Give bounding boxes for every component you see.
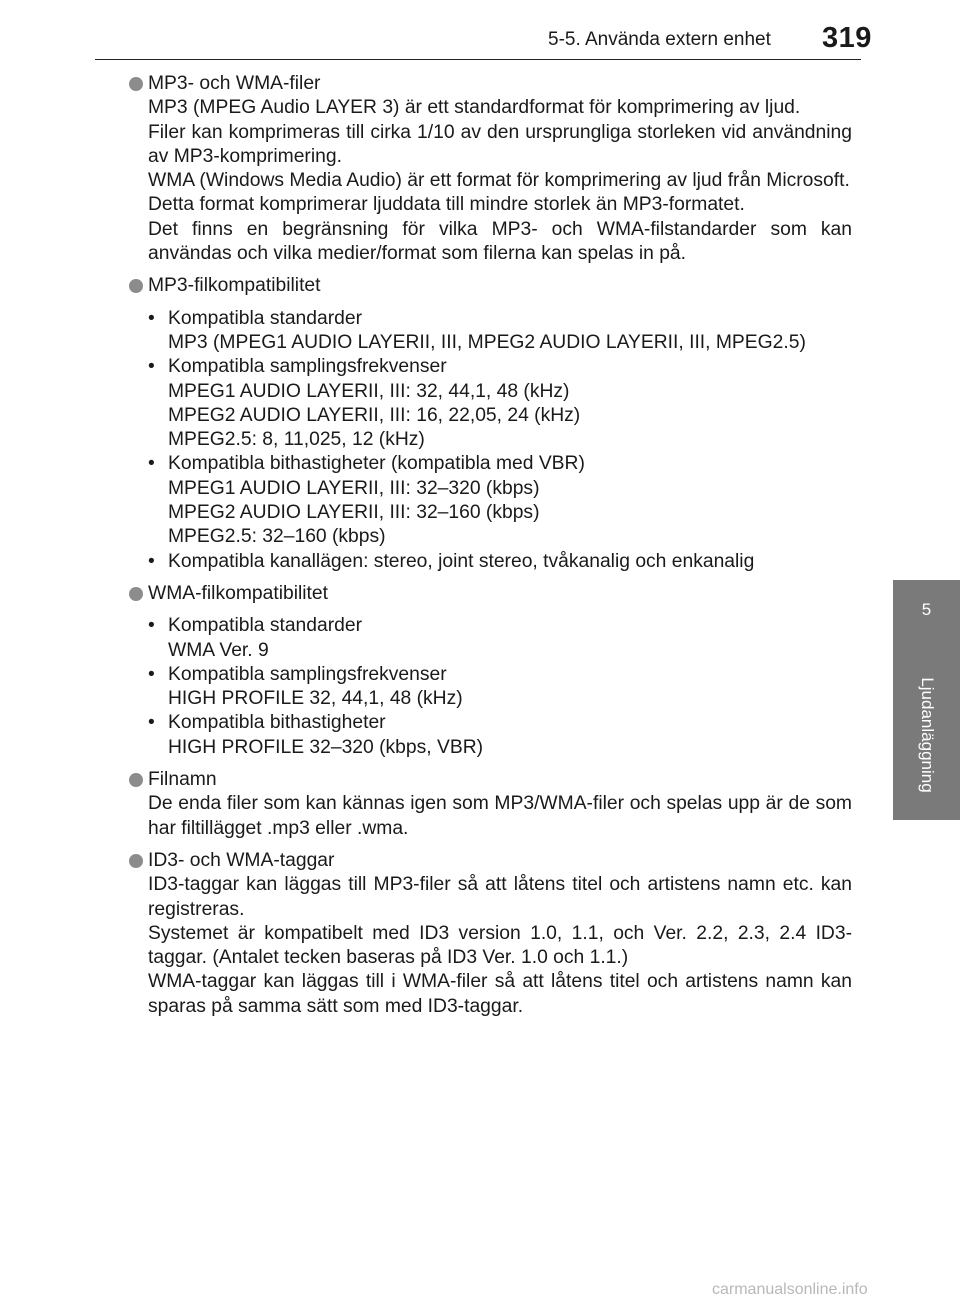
list-item (148, 663, 852, 712)
list-item-detail: MPEG2.5: 32–160 (kbps) (168, 526, 386, 548)
list-item-detail: MPEG2.5: 8, 11,025, 12 (kHz) (168, 429, 425, 451)
list-item-label: Kompatibla bithastigheter (kompatibla med VBR) (168, 453, 585, 475)
section-heading: Filnamn (148, 769, 217, 791)
content-section (148, 72, 852, 266)
paragraph: Det finns en begränsning för vilka MP3- och WMA-filstandarder som kan användas och vilka medier/format som filerna kan spelas in på. (148, 218, 852, 265)
paragraph: Systemet är kompatibelt med ID3 version 1.0, 1.1, och Ver. 2.2, 2.3, 2.4 ID3-taggar. (Antalet tecken baseras på ID3 Ver. 1.0 och 1.1.) (148, 922, 852, 969)
paragraph: De enda filer som kan kännas igen som MP3/WMA-filer och spelas upp är de som har filtillägget .mp3 eller .wma. (148, 793, 852, 839)
header-divider (95, 59, 861, 60)
section-title: 5-5. Använda extern enhet (548, 29, 771, 50)
section-heading: ID3- och WMA-taggar (148, 849, 335, 871)
list-item-detail: MPEG2 AUDIO LAYERII, III: 32–160 (kbps) (168, 502, 540, 524)
list-item-detail: MPEG1 AUDIO LAYERII, III: 32–320 (kbps) (168, 477, 540, 499)
bullet-circle-icon (129, 279, 143, 293)
list-item-detail: MPEG1 AUDIO LAYERII, III: 32, 44,1, 48 (kHz) (168, 380, 570, 402)
chapter-label-box (893, 660, 960, 810)
bullet-circle-icon (129, 77, 143, 91)
chapter-number: 5 (921, 600, 932, 619)
content-section (148, 582, 852, 760)
content-section (148, 768, 852, 841)
section-heading: MP3- och WMA-filer (148, 73, 321, 94)
paragraph: WMA-taggar kan läggas till i WMA-filer så att låtens titel och artistens namn kan sparas på samma sätt som med ID3-taggar. (148, 971, 852, 1017)
paragraph: Detta format komprimerar ljuddata till mindre storlek än MP3-formatet. (148, 194, 745, 216)
paragraph: WMA (Windows Media Audio) är ett format för komprimering av ljud från Microsoft. (148, 170, 850, 192)
list-bullet-icon: • (148, 453, 155, 475)
list-item (148, 355, 852, 452)
bullet-circle-icon (129, 587, 143, 601)
chapter-label: Ljudanläggning (917, 677, 937, 793)
content-section (148, 849, 852, 1019)
list-item-detail: HIGH PROFILE 32, 44,1, 48 (kHz) (168, 688, 463, 710)
list-bullet-icon: • (148, 550, 155, 572)
paragraph: MP3 (MPEG Audio LAYER 3) är ett standardformat för komprimering av ljud. (148, 97, 801, 119)
list-item-detail: HIGH PROFILE 32–320 (kbps, VBR) (168, 736, 484, 758)
page-body (148, 72, 852, 1027)
list-item-label: Kompatibla kanallägen: stereo, joint stereo, tvåkanalig och enkanalig (168, 550, 755, 572)
list-item-detail: MPEG2 AUDIO LAYERII, III: 16, 22,05, 24 (kHz) (168, 404, 581, 426)
list-item-detail: MP3 (MPEG1 AUDIO LAYERII, III, MPEG2 AUDIO LAYERII, III, MPEG2.5) (168, 331, 806, 353)
list-item (148, 711, 852, 760)
watermark: carmanualsonline.info (712, 1281, 868, 1298)
list-bullet-icon: • (148, 663, 155, 685)
list-item-label: Kompatibla samplingsfrekvenser (168, 356, 447, 378)
list-item (148, 307, 852, 356)
list-bullet-icon: • (148, 307, 155, 329)
list-bullet-icon: • (148, 712, 155, 734)
bullet-circle-icon (129, 773, 143, 787)
spec-list (148, 307, 852, 574)
list-item (148, 452, 852, 549)
list-item-label: Kompatibla samplingsfrekvenser (168, 663, 447, 685)
list-bullet-icon: • (148, 615, 155, 637)
page-header (0, 0, 960, 60)
paragraph: ID3-taggar kan läggas till MP3-filer så att låtens titel och artistens namn etc. kan registreras. (148, 874, 852, 920)
list-bullet-icon: • (148, 356, 155, 378)
content-section (148, 274, 852, 574)
page-number: 319 (822, 22, 872, 54)
list-item (148, 550, 852, 574)
list-item (148, 614, 852, 663)
section-heading: WMA-filkompatibilitet (148, 582, 328, 604)
spec-list (148, 614, 852, 760)
list-item-detail: WMA Ver. 9 (168, 639, 269, 661)
bullet-circle-icon (129, 854, 143, 868)
list-item-label: Kompatibla bithastigheter (168, 712, 386, 734)
list-item-label: Kompatibla standarder (168, 307, 362, 329)
paragraph: Filer kan komprimeras till cirka 1/10 av den ursprungliga storleken vid användning av MP3-komprimering. (148, 121, 852, 167)
list-item-label: Kompatibla standarder (168, 615, 362, 637)
section-heading: MP3-filkompatibilitet (148, 275, 321, 297)
